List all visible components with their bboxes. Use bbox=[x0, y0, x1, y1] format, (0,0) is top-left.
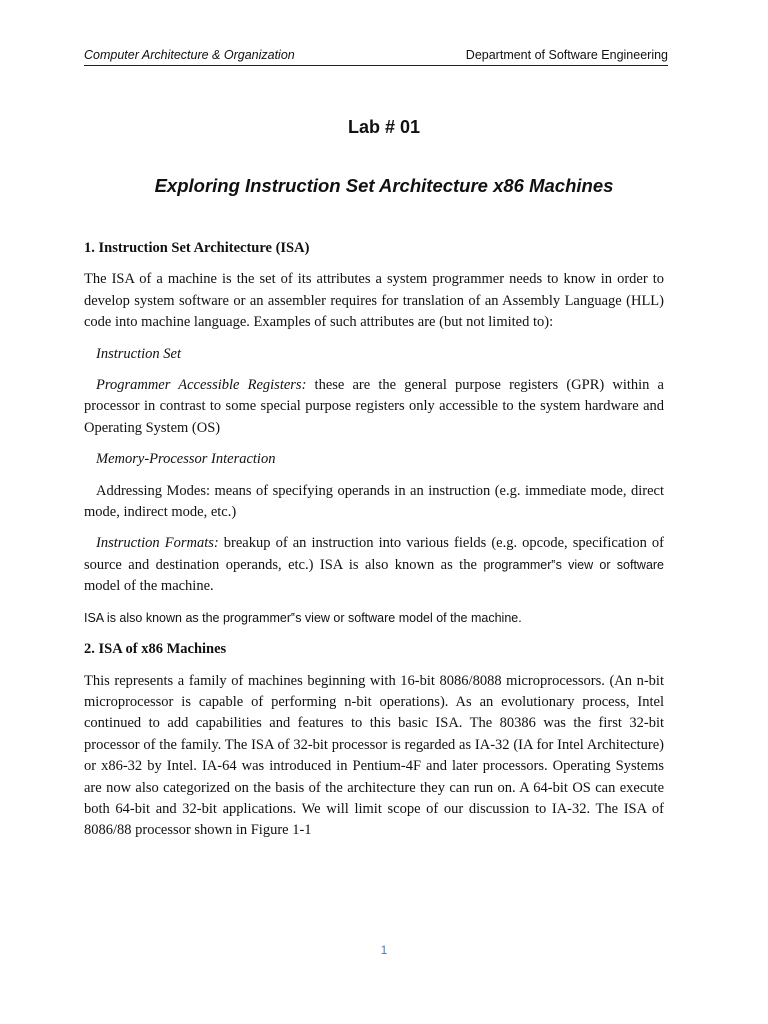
section2-heading: 2. ISA of x86 Machines bbox=[84, 641, 227, 658]
section1-heading: 1. Instruction Set Architecture (ISA) bbox=[84, 240, 310, 256]
header-department: Department of Software Engineering bbox=[465, 48, 668, 62]
document-body bbox=[84, 238, 664, 842]
page-number: 1 bbox=[380, 943, 388, 957]
lab-title: Lab # 01 bbox=[347, 117, 421, 137]
bullet-instruction-set bbox=[84, 344, 664, 365]
document-title: Exploring Instruction Set Architecture x86 Machines bbox=[154, 175, 614, 196]
bullet-addressing-modes bbox=[84, 481, 664, 524]
bullet-term: Instruction Set bbox=[96, 345, 181, 362]
header-course-title: Computer Architecture & Organization bbox=[84, 48, 295, 62]
bullet-term: Instruction Formats: bbox=[96, 535, 219, 552]
bullet-term: Programmer Accessible Registers: bbox=[96, 377, 307, 394]
bullet-term: Memory-Processor Interaction bbox=[96, 451, 276, 468]
page-header bbox=[84, 47, 668, 66]
isa-closing-line: ISA is also known as the programmer‟s view or software model of the machine. bbox=[84, 610, 522, 625]
bullet-term: Addressing Modes: bbox=[96, 482, 211, 499]
bullet-instruction-formats bbox=[84, 533, 664, 597]
bullet-text: these are the general purpose registers (GPR) within a processor in contrast to some special purpose registers only accessible to the system hardware and Operating System (OS) bbox=[84, 377, 664, 436]
bullet-text-sans: programmer‟s view or software bbox=[483, 557, 665, 572]
bullet-text: means of specifying operands in an instruction (e.g. immediate mode, direct mode, indirect mode, etc.) bbox=[84, 482, 664, 521]
section1-intro: The ISA of a machine is the set of its attributes a system programmer needs to know in order to develop system software or an assembler requires for translation of an Assembly Language (HLL) code into machine language. Examples of such attributes are (but not limited to): bbox=[84, 271, 664, 331]
bullet-memory-processor bbox=[84, 449, 664, 470]
bullet-text: breakup of an instruction into various fields (e.g. opcode, specification of source and destination operands, etc.) ISA is also known as the bbox=[84, 535, 664, 573]
bullet-text-end: model of the machine. bbox=[84, 578, 214, 595]
section2-paragraph: This represents a family of machines beginning with 16-bit 8086/8088 microprocessors. (An n-bit microprocessor is capable of performing n-bit operations). As an evolutionary process, Intel continued to add capabilities and features to this basic ISA. The 80386 was the first 32-bit processor of the family. The ISA of 32-bit processor is regarded as IA-32 (IA for Intel Architecture) or x86-32 by Intel. IA-64 was introduced in Pentium-4F and later processors. Operating Systems are now also categorized on the basis of the architecture they can run on. A 64-bit OS can execute both 64-bit and 32-bit applications. We will limit scope of our discussion to IA-32. The ISA of 8086/88 processor shown in Figure 1-1 bbox=[84, 672, 664, 839]
bullet-registers bbox=[84, 375, 664, 439]
